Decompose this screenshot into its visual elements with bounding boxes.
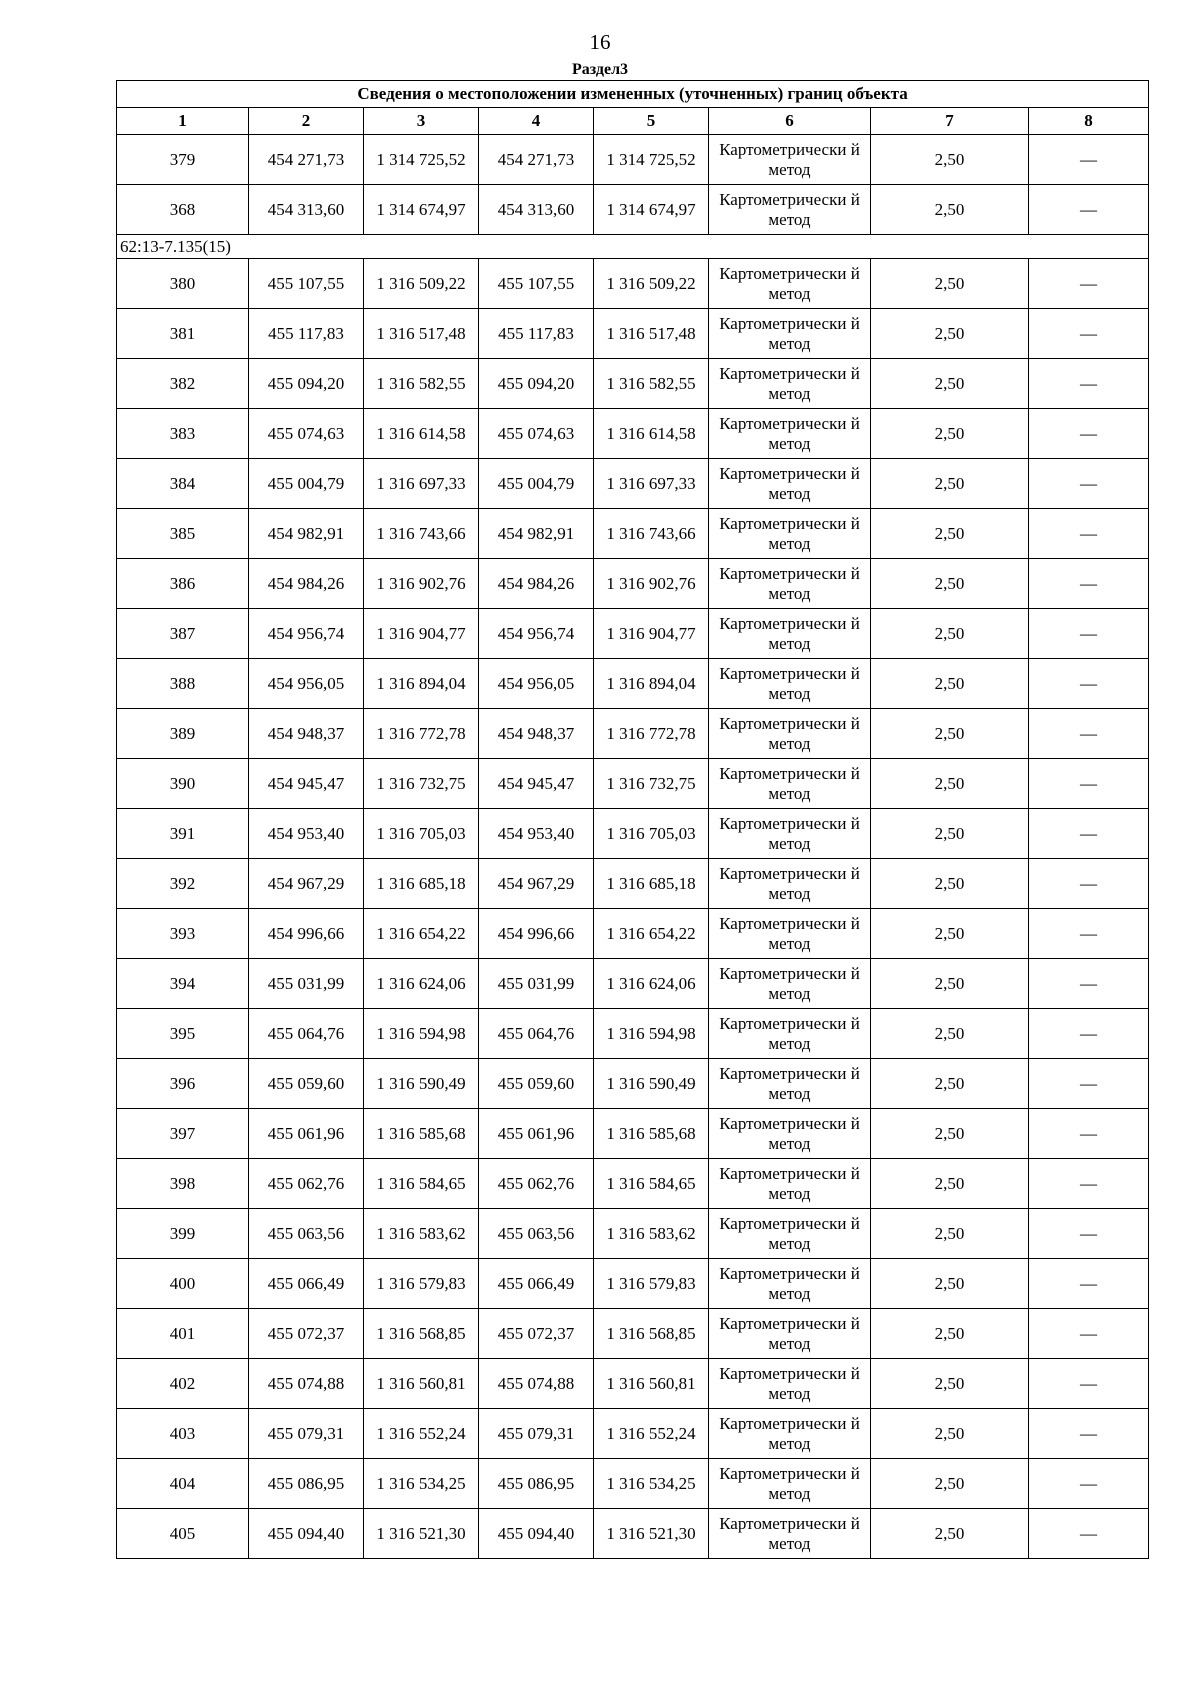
accuracy-cell: 2,50 [871, 759, 1029, 809]
point-number-cell: 387 [117, 609, 249, 659]
x-existing-cell: 455 117,83 [249, 309, 364, 359]
point-number-cell: 404 [117, 1459, 249, 1509]
method-cell: Картометрически й метод [709, 859, 871, 909]
x-refined-cell: 455 074,88 [479, 1359, 594, 1409]
y-existing-cell: 1 316 772,78 [364, 709, 479, 759]
x-refined-cell: 454 967,29 [479, 859, 594, 909]
method-cell: Картометрически й метод [709, 1359, 871, 1409]
accuracy-cell: 2,50 [871, 409, 1029, 459]
column-number-header: 1 [117, 108, 249, 135]
x-existing-cell: 455 064,76 [249, 1009, 364, 1059]
table-row [117, 259, 1149, 309]
table-row [117, 959, 1149, 1009]
description-cell: — [1029, 559, 1149, 609]
y-refined-cell: 1 316 517,48 [594, 309, 709, 359]
x-existing-cell: 455 063,56 [249, 1209, 364, 1259]
x-existing-cell: 455 061,96 [249, 1109, 364, 1159]
column-number-header: 7 [871, 108, 1029, 135]
accuracy-cell: 2,50 [871, 1359, 1029, 1409]
y-existing-cell: 1 316 552,24 [364, 1409, 479, 1459]
table-row [117, 609, 1149, 659]
y-refined-cell: 1 316 705,03 [594, 809, 709, 859]
y-refined-cell: 1 316 582,55 [594, 359, 709, 409]
description-cell: — [1029, 359, 1149, 409]
y-existing-cell: 1 316 560,81 [364, 1359, 479, 1409]
description-cell: — [1029, 1159, 1149, 1209]
point-number-cell: 395 [117, 1009, 249, 1059]
point-number-cell: 399 [117, 1209, 249, 1259]
y-refined-cell: 1 316 902,76 [594, 559, 709, 609]
method-cell: Картометрически й метод [709, 759, 871, 809]
y-existing-cell: 1 316 585,68 [364, 1109, 479, 1159]
x-refined-cell: 455 062,76 [479, 1159, 594, 1209]
y-existing-cell: 1 316 705,03 [364, 809, 479, 859]
x-existing-cell: 455 074,88 [249, 1359, 364, 1409]
description-cell: — [1029, 409, 1149, 459]
table-row [117, 459, 1149, 509]
method-cell: Картометрически й метод [709, 659, 871, 709]
description-cell: — [1029, 1209, 1149, 1259]
y-refined-cell: 1 316 894,04 [594, 659, 709, 709]
description-cell: — [1029, 1059, 1149, 1109]
x-refined-cell: 455 074,63 [479, 409, 594, 459]
boundary-coordinates-table [116, 80, 1149, 1559]
x-refined-cell: 455 094,20 [479, 359, 594, 409]
point-number-cell: 368 [117, 185, 249, 235]
point-number-cell: 390 [117, 759, 249, 809]
table-row [117, 1509, 1149, 1559]
point-number-cell: 401 [117, 1309, 249, 1359]
y-refined-cell: 1 316 772,78 [594, 709, 709, 759]
column-number-header: 3 [364, 108, 479, 135]
y-existing-cell: 1 316 614,58 [364, 409, 479, 459]
point-number-cell: 389 [117, 709, 249, 759]
accuracy-cell: 2,50 [871, 309, 1029, 359]
accuracy-cell: 2,50 [871, 909, 1029, 959]
x-refined-cell: 454 982,91 [479, 509, 594, 559]
x-refined-cell: 455 094,40 [479, 1509, 594, 1559]
y-existing-cell: 1 314 725,52 [364, 135, 479, 185]
y-refined-cell: 1 316 509,22 [594, 259, 709, 309]
method-cell: Картометрически й метод [709, 1309, 871, 1359]
y-existing-cell: 1 316 685,18 [364, 859, 479, 909]
x-refined-cell: 455 061,96 [479, 1109, 594, 1159]
description-cell: — [1029, 909, 1149, 959]
accuracy-cell: 2,50 [871, 1309, 1029, 1359]
table-body [117, 135, 1149, 1559]
x-existing-cell: 454 945,47 [249, 759, 364, 809]
y-existing-cell: 1 316 902,76 [364, 559, 479, 609]
y-existing-cell: 1 316 582,55 [364, 359, 479, 409]
column-number-header: 5 [594, 108, 709, 135]
x-refined-cell: 455 031,99 [479, 959, 594, 1009]
y-refined-cell: 1 316 579,83 [594, 1259, 709, 1309]
column-number-header: 6 [709, 108, 871, 135]
accuracy-cell: 2,50 [871, 259, 1029, 309]
table-group-row [117, 235, 1149, 259]
point-number-cell: 383 [117, 409, 249, 459]
method-cell: Картометрически й метод [709, 1459, 871, 1509]
table-row [117, 1359, 1149, 1409]
y-existing-cell: 1 316 517,48 [364, 309, 479, 359]
method-cell: Картометрически й метод [709, 1259, 871, 1309]
table-row [117, 1159, 1149, 1209]
point-number-cell: 394 [117, 959, 249, 1009]
table-row [117, 135, 1149, 185]
description-cell: — [1029, 1459, 1149, 1509]
table-row [117, 409, 1149, 459]
accuracy-cell: 2,50 [871, 1509, 1029, 1559]
x-existing-cell: 454 948,37 [249, 709, 364, 759]
accuracy-cell: 2,50 [871, 1209, 1029, 1259]
y-existing-cell: 1 316 583,62 [364, 1209, 479, 1259]
point-number-cell: 380 [117, 259, 249, 309]
accuracy-cell: 2,50 [871, 1159, 1029, 1209]
method-cell: Картометрически й метод [709, 309, 871, 359]
x-refined-cell: 455 072,37 [479, 1309, 594, 1359]
table-row [117, 1059, 1149, 1109]
y-existing-cell: 1 316 654,22 [364, 909, 479, 959]
table-row [117, 1209, 1149, 1259]
point-number-cell: 381 [117, 309, 249, 359]
accuracy-cell: 2,50 [871, 859, 1029, 909]
x-refined-cell: 455 086,95 [479, 1459, 594, 1509]
method-cell: Картометрически й метод [709, 1159, 871, 1209]
point-number-cell: 398 [117, 1159, 249, 1209]
accuracy-cell: 2,50 [871, 135, 1029, 185]
description-cell: — [1029, 709, 1149, 759]
y-refined-cell: 1 316 583,62 [594, 1209, 709, 1259]
table-row [117, 359, 1149, 409]
y-refined-cell: 1 316 560,81 [594, 1359, 709, 1409]
table-row [117, 1109, 1149, 1159]
description-cell: — [1029, 659, 1149, 709]
x-existing-cell: 455 066,49 [249, 1259, 364, 1309]
x-existing-cell: 455 094,20 [249, 359, 364, 409]
point-number-cell: 402 [117, 1359, 249, 1409]
table-row [117, 509, 1149, 559]
description-cell: — [1029, 959, 1149, 1009]
table-row [117, 1009, 1149, 1059]
y-existing-cell: 1 316 590,49 [364, 1059, 479, 1109]
point-number-cell: 388 [117, 659, 249, 709]
method-cell: Картометрически й метод [709, 559, 871, 609]
method-cell: Картометрически й метод [709, 959, 871, 1009]
description-cell: — [1029, 859, 1149, 909]
table-row [117, 559, 1149, 609]
accuracy-cell: 2,50 [871, 809, 1029, 859]
y-refined-cell: 1 316 584,65 [594, 1159, 709, 1209]
description-cell: — [1029, 1259, 1149, 1309]
x-refined-cell: 455 117,83 [479, 309, 594, 359]
description-cell: — [1029, 1409, 1149, 1459]
method-cell: Картометрически й метод [709, 1409, 871, 1459]
y-existing-cell: 1 316 579,83 [364, 1259, 479, 1309]
y-existing-cell: 1 316 584,65 [364, 1159, 479, 1209]
table-row [117, 1459, 1149, 1509]
y-refined-cell: 1 316 594,98 [594, 1009, 709, 1059]
description-cell: — [1029, 1509, 1149, 1559]
y-refined-cell: 1 316 568,85 [594, 1309, 709, 1359]
table-row [117, 185, 1149, 235]
method-cell: Картометрически й метод [709, 609, 871, 659]
accuracy-cell: 2,50 [871, 1259, 1029, 1309]
table-row [117, 659, 1149, 709]
section-title: Раздел3 [571, 61, 629, 78]
description-cell: — [1029, 1309, 1149, 1359]
x-existing-cell: 454 313,60 [249, 185, 364, 235]
x-refined-cell: 454 945,47 [479, 759, 594, 809]
point-number-cell: 400 [117, 1259, 249, 1309]
x-refined-cell: 454 956,05 [479, 659, 594, 709]
accuracy-cell: 2,50 [871, 1009, 1029, 1059]
y-refined-cell: 1 316 743,66 [594, 509, 709, 559]
x-refined-cell: 455 064,76 [479, 1009, 594, 1059]
method-cell: Картометрически й метод [709, 409, 871, 459]
table-row [117, 859, 1149, 909]
table-row [117, 309, 1149, 359]
x-existing-cell: 455 062,76 [249, 1159, 364, 1209]
group-label-cell: 62:13-7.135(15) [117, 235, 1149, 259]
method-cell: Картометрически й метод [709, 909, 871, 959]
x-refined-cell: 454 313,60 [479, 185, 594, 235]
method-cell: Картометрически й метод [709, 709, 871, 759]
y-refined-cell: 1 316 654,22 [594, 909, 709, 959]
description-cell: — [1029, 609, 1149, 659]
accuracy-cell: 2,50 [871, 359, 1029, 409]
accuracy-cell: 2,50 [871, 459, 1029, 509]
point-number-cell: 384 [117, 459, 249, 509]
y-existing-cell: 1 316 894,04 [364, 659, 479, 709]
x-existing-cell: 455 072,37 [249, 1309, 364, 1359]
x-existing-cell: 454 982,91 [249, 509, 364, 559]
method-cell: Картометрически й метод [709, 135, 871, 185]
column-number-header: 8 [1029, 108, 1149, 135]
x-existing-cell: 455 074,63 [249, 409, 364, 459]
x-existing-cell: 454 271,73 [249, 135, 364, 185]
point-number-cell: 403 [117, 1409, 249, 1459]
x-refined-cell: 455 004,79 [479, 459, 594, 509]
method-cell: Картометрически й метод [709, 509, 871, 559]
method-cell: Картометрически й метод [709, 1059, 871, 1109]
table-row [117, 709, 1149, 759]
method-cell: Картометрически й метод [709, 809, 871, 859]
y-refined-cell: 1 316 585,68 [594, 1109, 709, 1159]
x-refined-cell: 454 953,40 [479, 809, 594, 859]
x-existing-cell: 454 953,40 [249, 809, 364, 859]
x-existing-cell: 455 079,31 [249, 1409, 364, 1459]
description-cell: — [1029, 509, 1149, 559]
x-existing-cell: 455 107,55 [249, 259, 364, 309]
point-number-cell: 397 [117, 1109, 249, 1159]
table-row [117, 809, 1149, 859]
description-cell: — [1029, 809, 1149, 859]
y-refined-cell: 1 314 674,97 [594, 185, 709, 235]
y-refined-cell: 1 316 521,30 [594, 1509, 709, 1559]
x-refined-cell: 455 063,56 [479, 1209, 594, 1259]
method-cell: Картометрически й метод [709, 1209, 871, 1259]
point-number-cell: 385 [117, 509, 249, 559]
y-refined-cell: 1 316 552,24 [594, 1409, 709, 1459]
method-cell: Картометрически й метод [709, 259, 871, 309]
description-cell: — [1029, 135, 1149, 185]
column-number-header: 4 [479, 108, 594, 135]
x-existing-cell: 454 956,74 [249, 609, 364, 659]
x-refined-cell: 454 948,37 [479, 709, 594, 759]
accuracy-cell: 2,50 [871, 185, 1029, 235]
x-existing-cell: 455 031,99 [249, 959, 364, 1009]
table-row [117, 1309, 1149, 1359]
point-number-cell: 386 [117, 559, 249, 609]
accuracy-cell: 2,50 [871, 1109, 1029, 1159]
description-cell: — [1029, 259, 1149, 309]
description-cell: — [1029, 759, 1149, 809]
method-cell: Картометрически й метод [709, 1009, 871, 1059]
description-cell: — [1029, 185, 1149, 235]
table-caption: Сведения о местоположении измененных (уточненных) границ объекта [117, 81, 1149, 108]
x-existing-cell: 455 059,60 [249, 1059, 364, 1109]
point-number-cell: 393 [117, 909, 249, 959]
accuracy-cell: 2,50 [871, 709, 1029, 759]
point-number-cell: 379 [117, 135, 249, 185]
x-refined-cell: 455 079,31 [479, 1409, 594, 1459]
x-refined-cell: 455 059,60 [479, 1059, 594, 1109]
y-existing-cell: 1 316 568,85 [364, 1309, 479, 1359]
point-number-cell: 392 [117, 859, 249, 909]
x-refined-cell: 454 956,74 [479, 609, 594, 659]
description-cell: — [1029, 1109, 1149, 1159]
table-row [117, 1409, 1149, 1459]
y-existing-cell: 1 316 904,77 [364, 609, 479, 659]
x-existing-cell: 455 004,79 [249, 459, 364, 509]
y-existing-cell: 1 316 534,25 [364, 1459, 479, 1509]
x-refined-cell: 454 271,73 [479, 135, 594, 185]
description-cell: — [1029, 1009, 1149, 1059]
y-existing-cell: 1 316 509,22 [364, 259, 479, 309]
y-refined-cell: 1 316 732,75 [594, 759, 709, 809]
y-refined-cell: 1 316 685,18 [594, 859, 709, 909]
y-existing-cell: 1 316 732,75 [364, 759, 479, 809]
table-row [117, 759, 1149, 809]
y-refined-cell: 1 316 534,25 [594, 1459, 709, 1509]
point-number-cell: 391 [117, 809, 249, 859]
method-cell: Картометрически й метод [709, 185, 871, 235]
accuracy-cell: 2,50 [871, 1459, 1029, 1509]
point-number-cell: 396 [117, 1059, 249, 1109]
accuracy-cell: 2,50 [871, 659, 1029, 709]
accuracy-cell: 2,50 [871, 509, 1029, 559]
y-existing-cell: 1 316 624,06 [364, 959, 479, 1009]
x-existing-cell: 455 086,95 [249, 1459, 364, 1509]
x-refined-cell: 455 107,55 [479, 259, 594, 309]
column-number-row [117, 108, 1149, 135]
accuracy-cell: 2,50 [871, 1059, 1029, 1109]
y-refined-cell: 1 316 697,33 [594, 459, 709, 509]
method-cell: Картометрически й метод [709, 1509, 871, 1559]
y-refined-cell: 1 316 590,49 [594, 1059, 709, 1109]
y-existing-cell: 1 316 521,30 [364, 1509, 479, 1559]
table-row [117, 909, 1149, 959]
y-refined-cell: 1 314 725,52 [594, 135, 709, 185]
method-cell: Картометрически й метод [709, 359, 871, 409]
x-existing-cell: 454 996,66 [249, 909, 364, 959]
description-cell: — [1029, 309, 1149, 359]
y-existing-cell: 1 316 743,66 [364, 509, 479, 559]
page-number: 16 [589, 30, 611, 54]
x-refined-cell: 454 996,66 [479, 909, 594, 959]
x-existing-cell: 454 984,26 [249, 559, 364, 609]
accuracy-cell: 2,50 [871, 559, 1029, 609]
y-refined-cell: 1 316 614,58 [594, 409, 709, 459]
x-refined-cell: 455 066,49 [479, 1259, 594, 1309]
method-cell: Картометрически й метод [709, 1109, 871, 1159]
description-cell: — [1029, 459, 1149, 509]
y-refined-cell: 1 316 904,77 [594, 609, 709, 659]
accuracy-cell: 2,50 [871, 1409, 1029, 1459]
x-refined-cell: 454 984,26 [479, 559, 594, 609]
accuracy-cell: 2,50 [871, 609, 1029, 659]
table-row [117, 1259, 1149, 1309]
method-cell: Картометрически й метод [709, 459, 871, 509]
point-number-cell: 382 [117, 359, 249, 409]
y-existing-cell: 1 316 697,33 [364, 459, 479, 509]
y-existing-cell: 1 316 594,98 [364, 1009, 479, 1059]
y-refined-cell: 1 316 624,06 [594, 959, 709, 1009]
point-number-cell: 405 [117, 1509, 249, 1559]
accuracy-cell: 2,50 [871, 959, 1029, 1009]
x-existing-cell: 454 956,05 [249, 659, 364, 709]
x-existing-cell: 454 967,29 [249, 859, 364, 909]
y-existing-cell: 1 314 674,97 [364, 185, 479, 235]
column-number-header: 2 [249, 108, 364, 135]
x-existing-cell: 455 094,40 [249, 1509, 364, 1559]
description-cell: — [1029, 1359, 1149, 1409]
